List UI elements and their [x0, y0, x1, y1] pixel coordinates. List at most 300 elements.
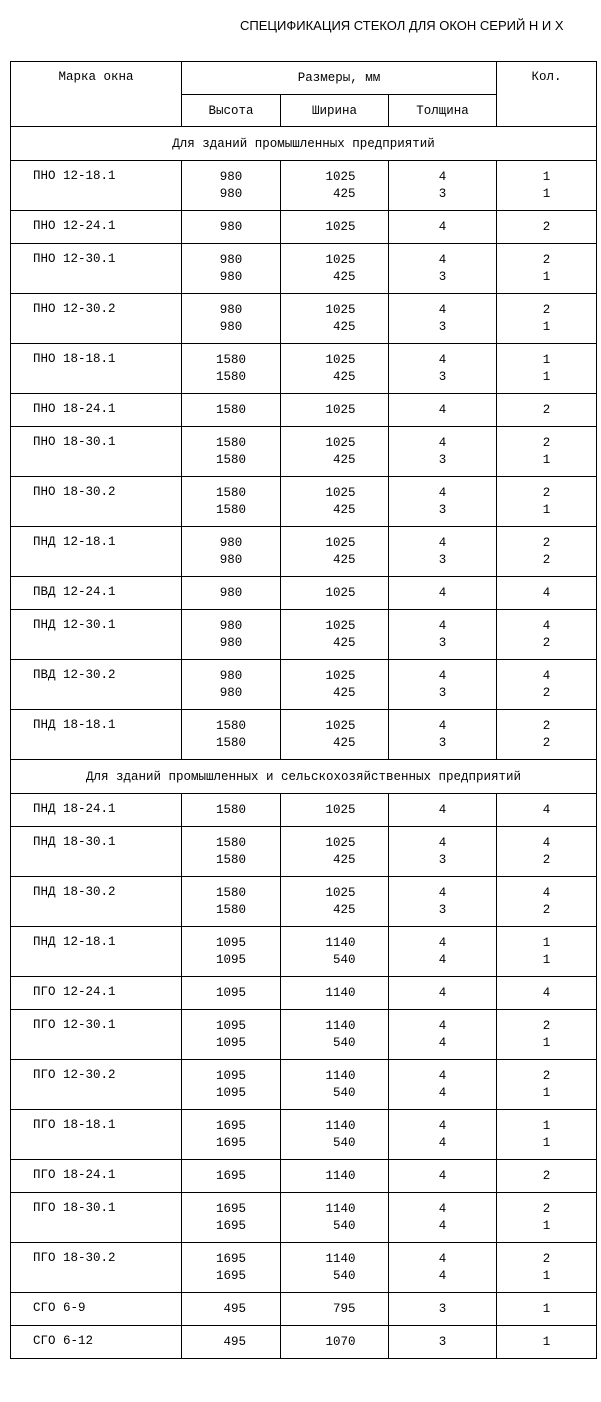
cell-value: 425: [325, 270, 356, 284]
thickness-cell: [389, 427, 497, 477]
cell-value: 2: [542, 436, 551, 450]
qty-cell: [497, 794, 597, 827]
cell-value: 4: [542, 886, 551, 900]
window-mark-cell: ПВД 12-30.2: [11, 660, 182, 710]
cell-value: 1580: [215, 836, 246, 850]
section-row: [11, 127, 597, 161]
cell-value: 4: [542, 586, 551, 600]
thickness-cell: [389, 244, 497, 294]
cell-value: 1580: [215, 803, 246, 817]
cell-value: 2: [542, 1019, 551, 1033]
cell-value: 980: [219, 669, 243, 683]
cell-value: 4: [438, 1019, 447, 1033]
cell-value: 4: [438, 1169, 447, 1183]
thickness-cell: [389, 1326, 497, 1359]
cell-value: 3: [438, 1335, 447, 1349]
cell-value: 1695: [215, 1269, 246, 1283]
cell-value: 1140: [325, 1252, 356, 1266]
cell-value: 3: [438, 503, 447, 517]
cell-value: 1580: [215, 853, 246, 867]
cell-value: 2: [542, 1252, 551, 1266]
table-row: [11, 877, 597, 927]
window-mark-cell: ПГО 12-30.2: [11, 1060, 182, 1110]
width-cell: [281, 1010, 389, 1060]
cell-value: 2: [542, 253, 551, 267]
cell-value: 1: [542, 503, 551, 517]
qty-cell: [497, 1293, 597, 1326]
table-row: [11, 427, 597, 477]
width-cell: [281, 161, 389, 211]
cell-value: 425: [325, 903, 356, 917]
header-row-top: [11, 62, 597, 95]
cell-value: 3: [438, 1302, 447, 1316]
cell-value: 980: [219, 270, 243, 284]
width-cell: [281, 294, 389, 344]
height-cell: [182, 1160, 281, 1193]
cell-value: 425: [325, 686, 356, 700]
height-cell: [182, 927, 281, 977]
height-cell: [182, 610, 281, 660]
cell-value: 3: [438, 686, 447, 700]
width-cell: [281, 1326, 389, 1359]
cell-value: 4: [438, 953, 447, 967]
window-mark-cell: ПГО 12-30.1: [11, 1010, 182, 1060]
cell-value: 1: [542, 1302, 551, 1316]
thickness-cell: [389, 1160, 497, 1193]
cell-value: 1140: [325, 1119, 356, 1133]
cell-value: 1140: [325, 1169, 356, 1183]
cell-value: 4: [438, 170, 447, 184]
cell-value: 4: [438, 220, 447, 234]
cell-value: 4: [438, 253, 447, 267]
glass-spec-table: [10, 61, 597, 1359]
qty-cell: [497, 1326, 597, 1359]
qty-cell: [497, 394, 597, 427]
cell-value: 4: [438, 1202, 447, 1216]
cell-value: 4: [438, 403, 447, 417]
cell-value: 4: [542, 986, 551, 1000]
cell-value: 2: [542, 636, 551, 650]
height-cell: [182, 1293, 281, 1326]
cell-value: 1095: [215, 986, 246, 1000]
thickness-cell: [389, 161, 497, 211]
cell-value: 425: [325, 553, 356, 567]
header-qty: Кол.: [497, 62, 597, 127]
qty-cell: [497, 927, 597, 977]
cell-value: 1025: [325, 436, 356, 450]
cell-value: 2: [542, 853, 551, 867]
thickness-cell: [389, 1193, 497, 1243]
cell-value: 4: [438, 1036, 447, 1050]
cell-value: 1695: [215, 1252, 246, 1266]
cell-value: 1025: [325, 403, 356, 417]
cell-value: 1095: [215, 1019, 246, 1033]
cell-value: 4: [438, 1086, 447, 1100]
cell-value: 1: [542, 453, 551, 467]
table-row: [11, 527, 597, 577]
height-cell: [182, 1010, 281, 1060]
height-cell: [182, 244, 281, 294]
qty-cell: [497, 477, 597, 527]
thickness-cell: [389, 610, 497, 660]
window-mark-cell: ПВД 12-24.1: [11, 577, 182, 610]
cell-value: 2: [542, 536, 551, 550]
cell-value: 1: [542, 187, 551, 201]
cell-value: 980: [219, 320, 243, 334]
cell-value: 1: [542, 953, 551, 967]
window-mark-cell: ПНО 12-24.1: [11, 211, 182, 244]
window-mark-cell: ПГО 18-24.1: [11, 1160, 182, 1193]
table-body: [11, 62, 597, 1359]
cell-value: 1580: [215, 353, 246, 367]
table-row: [11, 1326, 597, 1359]
cell-value: 4: [438, 1252, 447, 1266]
cell-value: 1025: [325, 170, 356, 184]
window-mark-cell: ПНО 18-18.1: [11, 344, 182, 394]
height-cell: [182, 161, 281, 211]
cell-value: 1695: [215, 1169, 246, 1183]
qty-cell: [497, 610, 597, 660]
table-row: [11, 927, 597, 977]
cell-value: 4: [438, 303, 447, 317]
cell-value: 2: [542, 403, 551, 417]
table-row: [11, 1010, 597, 1060]
cell-value: 4: [438, 486, 447, 500]
window-mark-cell: СГО 6-9: [11, 1293, 182, 1326]
cell-value: 1140: [325, 986, 356, 1000]
header-height: Высота: [182, 95, 281, 127]
width-cell: [281, 477, 389, 527]
thickness-cell: [389, 1010, 497, 1060]
table-row: [11, 610, 597, 660]
width-cell: [281, 1243, 389, 1293]
cell-value: 1695: [215, 1202, 246, 1216]
cell-value: 1580: [215, 370, 246, 384]
cell-value: 4: [438, 353, 447, 367]
cell-value: 4: [542, 803, 551, 817]
cell-value: 1095: [215, 1069, 246, 1083]
cell-value: 1: [542, 1335, 551, 1349]
height-cell: [182, 877, 281, 927]
cell-value: 4: [438, 536, 447, 550]
cell-value: 1025: [325, 803, 356, 817]
height-cell: [182, 1193, 281, 1243]
width-cell: [281, 827, 389, 877]
thickness-cell: [389, 1243, 497, 1293]
height-cell: [182, 1110, 281, 1160]
cell-value: 425: [325, 320, 356, 334]
section-title: Для зданий промышленных и сельскохозяйственных предприятий: [11, 760, 597, 794]
cell-value: 1025: [325, 220, 356, 234]
window-mark-cell: ПГО 18-18.1: [11, 1110, 182, 1160]
cell-value: 4: [438, 1136, 447, 1150]
cell-value: 1140: [325, 1202, 356, 1216]
cell-value: 425: [325, 853, 356, 867]
table-row: [11, 344, 597, 394]
cell-value: 1580: [215, 503, 246, 517]
cell-value: 425: [325, 187, 356, 201]
width-cell: [281, 1160, 389, 1193]
width-cell: [281, 710, 389, 760]
cell-value: 980: [219, 220, 243, 234]
cell-value: 1: [542, 1136, 551, 1150]
section-row: [11, 760, 597, 794]
table-row: [11, 827, 597, 877]
cell-value: 4: [438, 619, 447, 633]
cell-value: 1: [542, 936, 551, 950]
cell-value: 1070: [325, 1335, 356, 1349]
window-mark-cell: ПНО 12-18.1: [11, 161, 182, 211]
cell-value: 3: [438, 320, 447, 334]
cell-value: 425: [325, 636, 356, 650]
height-cell: [182, 827, 281, 877]
cell-value: 4: [438, 986, 447, 1000]
thickness-cell: [389, 827, 497, 877]
cell-value: 3: [438, 903, 447, 917]
height-cell: [182, 294, 281, 344]
table-row: [11, 244, 597, 294]
cell-value: 425: [325, 453, 356, 467]
cell-value: 1095: [215, 1086, 246, 1100]
qty-cell: [497, 710, 597, 760]
cell-value: 1140: [325, 1019, 356, 1033]
cell-value: 1095: [215, 953, 246, 967]
cell-value: 540: [325, 1136, 356, 1150]
width-cell: [281, 527, 389, 577]
cell-value: 4: [438, 936, 447, 950]
cell-value: 3: [438, 270, 447, 284]
thickness-cell: [389, 927, 497, 977]
cell-value: 3: [438, 636, 447, 650]
height-cell: [182, 794, 281, 827]
cell-value: 1580: [215, 453, 246, 467]
window-mark-cell: ПНД 12-18.1: [11, 527, 182, 577]
cell-value: 1025: [325, 586, 356, 600]
qty-cell: [497, 1110, 597, 1160]
cell-value: 4: [438, 886, 447, 900]
height-cell: [182, 394, 281, 427]
thickness-cell: [389, 527, 497, 577]
width-cell: [281, 877, 389, 927]
cell-value: 4: [438, 719, 447, 733]
cell-value: 980: [219, 303, 243, 317]
thickness-cell: [389, 1110, 497, 1160]
qty-cell: [497, 1060, 597, 1110]
cell-value: 980: [219, 553, 243, 567]
cell-value: 1140: [325, 936, 356, 950]
cell-value: 540: [325, 1036, 356, 1050]
table-row: [11, 477, 597, 527]
table-row: [11, 710, 597, 760]
cell-value: 1580: [215, 436, 246, 450]
table-row: [11, 294, 597, 344]
cell-value: 2: [542, 486, 551, 500]
qty-cell: [497, 244, 597, 294]
cell-value: 1025: [325, 303, 356, 317]
cell-value: 1: [542, 1036, 551, 1050]
cell-value: 2: [542, 719, 551, 733]
table-row: [11, 1160, 597, 1193]
cell-value: 1695: [215, 1219, 246, 1233]
table-row: [11, 577, 597, 610]
thickness-cell: [389, 294, 497, 344]
cell-value: 1140: [325, 1069, 356, 1083]
cell-value: 1095: [215, 936, 246, 950]
qty-cell: [497, 161, 597, 211]
cell-value: 425: [325, 736, 356, 750]
width-cell: [281, 211, 389, 244]
header-sizes: Размеры, мм: [182, 62, 497, 95]
window-mark-cell: ПНД 18-24.1: [11, 794, 182, 827]
height-cell: [182, 660, 281, 710]
window-mark-cell: ПНД 18-18.1: [11, 710, 182, 760]
thickness-cell: [389, 394, 497, 427]
height-cell: [182, 710, 281, 760]
thickness-cell: [389, 794, 497, 827]
qty-cell: [497, 577, 597, 610]
thickness-cell: [389, 577, 497, 610]
cell-value: 1580: [215, 403, 246, 417]
cell-value: 1025: [325, 536, 356, 550]
height-cell: [182, 344, 281, 394]
window-mark-cell: ПНД 18-30.1: [11, 827, 182, 877]
window-mark-cell: ПГО 18-30.1: [11, 1193, 182, 1243]
header-mark: Марка окна: [11, 62, 182, 127]
table-row: [11, 1193, 597, 1243]
cell-value: 4: [438, 586, 447, 600]
cell-value: 4: [438, 803, 447, 817]
cell-value: 3: [438, 553, 447, 567]
table-row: [11, 1243, 597, 1293]
cell-value: 1025: [325, 619, 356, 633]
cell-value: 1580: [215, 486, 246, 500]
table-row: [11, 394, 597, 427]
thickness-cell: [389, 211, 497, 244]
qty-cell: [497, 1010, 597, 1060]
height-cell: [182, 211, 281, 244]
cell-value: 540: [325, 1269, 356, 1283]
cell-value: 495: [215, 1335, 246, 1349]
width-cell: [281, 394, 389, 427]
cell-value: 1580: [215, 719, 246, 733]
width-cell: [281, 977, 389, 1010]
cell-value: 1: [542, 353, 551, 367]
cell-value: 1: [542, 1086, 551, 1100]
cell-value: 3: [438, 370, 447, 384]
width-cell: [281, 927, 389, 977]
height-cell: [182, 527, 281, 577]
cell-value: 495: [215, 1302, 246, 1316]
cell-value: 4: [542, 669, 551, 683]
cell-value: 3: [438, 736, 447, 750]
qty-cell: [497, 1243, 597, 1293]
height-cell: [182, 977, 281, 1010]
cell-value: 540: [325, 1219, 356, 1233]
cell-value: 4: [438, 836, 447, 850]
window-mark-cell: ПГО 12-24.1: [11, 977, 182, 1010]
cell-value: 4: [438, 1119, 447, 1133]
cell-value: 1025: [325, 253, 356, 267]
window-mark-cell: ПНД 12-30.1: [11, 610, 182, 660]
window-mark-cell: ПНД 12-18.1: [11, 927, 182, 977]
cell-value: 1580: [215, 736, 246, 750]
qty-cell: [497, 344, 597, 394]
cell-value: 3: [438, 853, 447, 867]
table-row: [11, 660, 597, 710]
cell-value: 2: [542, 903, 551, 917]
cell-value: 1: [542, 170, 551, 184]
header-width: Ширина: [281, 95, 389, 127]
header-thickness: Толщина: [389, 95, 497, 127]
window-mark-cell: ПНО 12-30.2: [11, 294, 182, 344]
height-cell: [182, 1326, 281, 1359]
cell-value: 980: [219, 253, 243, 267]
thickness-cell: [389, 660, 497, 710]
table-row: [11, 211, 597, 244]
cell-value: 1: [542, 1269, 551, 1283]
cell-value: 2: [542, 686, 551, 700]
cell-value: 1580: [215, 886, 246, 900]
qty-cell: [497, 294, 597, 344]
thickness-cell: [389, 877, 497, 927]
qty-cell: [497, 660, 597, 710]
cell-value: 425: [325, 370, 356, 384]
section-title: Для зданий промышленных предприятий: [11, 127, 597, 161]
qty-cell: [497, 211, 597, 244]
qty-cell: [497, 1193, 597, 1243]
cell-value: 1025: [325, 719, 356, 733]
height-cell: [182, 427, 281, 477]
cell-value: 4: [542, 836, 551, 850]
window-mark-cell: СГО 6-12: [11, 1326, 182, 1359]
window-mark-cell: ПНО 18-30.1: [11, 427, 182, 477]
width-cell: [281, 344, 389, 394]
cell-value: 4: [438, 1269, 447, 1283]
table-row: [11, 1293, 597, 1326]
cell-value: 2: [542, 1069, 551, 1083]
qty-cell: [497, 527, 597, 577]
cell-value: 980: [219, 586, 243, 600]
cell-value: 1095: [215, 1036, 246, 1050]
cell-value: 795: [325, 1302, 356, 1316]
width-cell: [281, 1193, 389, 1243]
qty-cell: [497, 827, 597, 877]
cell-value: 980: [219, 536, 243, 550]
cell-value: 2: [542, 303, 551, 317]
cell-value: 980: [219, 619, 243, 633]
cell-value: 1695: [215, 1119, 246, 1133]
width-cell: [281, 1060, 389, 1110]
cell-value: 1: [542, 1219, 551, 1233]
cell-value: 1025: [325, 886, 356, 900]
cell-value: 4: [438, 1219, 447, 1233]
qty-cell: [497, 977, 597, 1010]
qty-cell: [497, 1160, 597, 1193]
cell-value: 1: [542, 320, 551, 334]
cell-value: 1: [542, 270, 551, 284]
thickness-cell: [389, 1060, 497, 1110]
cell-value: 540: [325, 953, 356, 967]
cell-value: 2: [542, 1202, 551, 1216]
height-cell: [182, 577, 281, 610]
cell-value: 1025: [325, 836, 356, 850]
cell-value: 980: [219, 686, 243, 700]
thickness-cell: [389, 977, 497, 1010]
cell-value: 4: [438, 1069, 447, 1083]
qty-cell: [497, 427, 597, 477]
width-cell: [281, 1293, 389, 1326]
document-title: СПЕЦИФИКАЦИЯ СТЕКОЛ ДЛЯ ОКОН СЕРИЙ Н И Х: [240, 18, 564, 33]
